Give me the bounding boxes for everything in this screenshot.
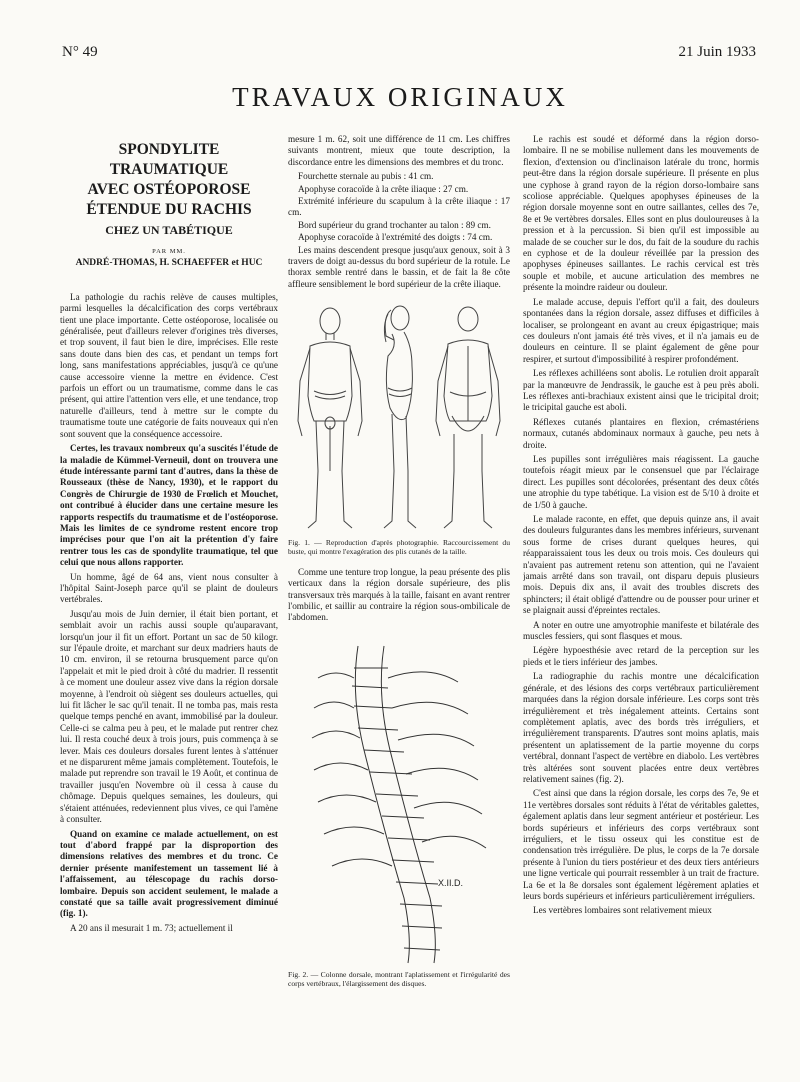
paragraph: Certes, les travaux nombreux qu'a suscités l'étude de la maladie de Kümmel-Verneuil, dont on trouvera une étude intéressante parmi tant d'autres, dans la thèse de Rousseaux (thèse de Nancy, 1930), et le rapport du Congrès de Chirurgie de 1930 de Frœlich et Mouchet, ont contribué à élucider dans une certaine mesure les rapports respectifs du traumatisme et de l'ostéoporose. Mais les limites de ce syndrome restent encore trop imprécises pour que l'on ait la prétention d'y faire rentrer tous les cas de spondylite traumatique, tel que celui que nous allons rapporter. (60, 443, 278, 568)
figure-1-patient-photo (288, 296, 510, 536)
paragraph: Comme une tenture trop longue, la peau présente des plis verticaux dans la région dorsale supérieure, des plis transversaux très marqués à la taille, faisant en avant rentrer l'ombilic, et saillir au contraire la région sous-ombilicale de l'abdomen. (288, 566, 510, 623)
article-authors: ANDRÉ-THOMAS, H. SCHAEFFER et HUC (75, 258, 263, 269)
paragraph: mesure 1 m. 62, soit une différence de 11 cm. Les chiffres suivants montrent, mieux que toute description, la discordance entre les dimensions des membres et du tronc. (288, 134, 510, 167)
paragraph: Jusqu'au mois de Juin dernier, il était bien portant, et semblait avoir un rachis aussi souple qu'auparavant, lorsqu'un jour il fit un effort. Portant un sac de 50 kilogr. sur l'épaule droite, et marchant sur deux madriers hauts de 10 cm. environ, il se retourna brusquement parce qu'on l'appelait et mit le pied droit à côté du madrier. Il ressentit à ce moment une douleur assez vive dans la région dorsale moyenne, à l'endroit où siègent ses douleurs actuelles, qui lui fit lâcher le sac qu'il tenait. Il ne tomba pas, mais resta quelque temps penché en avant, immobilisé par la douleur. Celle-ci se calma peu à peu, et le malade put rentrer chez lui. Il resta couché deux à trois jours, puis commença à se lever. Mais ces douleurs dorsales furent lentes à s'atténuer et ne disparurent même jamais complètement. Toutefois, le malade put reprendre son travail le 19 Août, et continua de travailler jusqu'en Novembre où il cessa à cause du chômage. Depuis quelques semaines, les douleurs, qui s'étaient atténuées, redeviennent plus vives, ce qui l'amène à consulter. (60, 608, 278, 825)
paragraph: Le malade accuse, depuis l'effort qu'il a fait, des douleurs spontanées dans la région dorsale, assez diffuses et difficiles à localiser, se prolongeant en avant au creux épigastrique; mais ces douleurs n'ont jamais été très vives, et il n'a jamais eu de douleurs en ceinture. Il se plaint également de gêne pour respirer, et surtout d'impossibilité à respirer profondément. (523, 296, 759, 364)
measurement-line: Fourchette sternale au pubis : 41 cm. (298, 171, 434, 182)
column-left (60, 134, 278, 1069)
paragraph: La radiographie du rachis montre une décalcification générale, et des lésions des corps vertébraux particulièrement marquées dans la région dorsale inférieure. Les corps sont très irrégulièrement et très inégalement atteints. Certains sont complètement aplatis, avec des bords très irréguliers, et irrégulièrement transparents. D'autres sont moins aplatis, mais présentent un aplatissement de la partie moyenne du corps vertébral, donnant l'aspect de vertèbre en diabolo. Les vertèbres très altérées sont souvent placées entre deux vertèbres relativement saines (fig. 2). (523, 671, 759, 784)
paragraph: Réflexes cutanés plantaires en flexion, crémastériens normaux, cutanés abdominaux normaux à gauche, peu nets à droite. (523, 416, 759, 450)
paragraph: Le rachis est soudé et déformé dans la région dorso-lombaire. Il ne se mobilise nullement dans les mouvements de flexion, d'extension ou d'inclinaison latérale du tronc, hormis peut-être dans la région dorsale supérieure. Il présente en plus une cyphose à grand rayon de la région dorso-lombaire sans scoliose appréciable. Quelques apophyses épineuses de la région dorsale moyenne sont en outre saillantes, celles des 7e, 8e et 9e vertèbres dorsales. Elles sont en plus douloureuses à la pression et à la percussion. Si bien qu'il est impossible au malade de se coucher sur le dos, du fait de la soudure du rachis en cyphose et de la douleur réveillée par la pression des apophyses épineuses saillantes. Le rachis cervical est très souple et mobile, et aucune articulation des membres ne présente la moindre raideur ou douleur. (523, 134, 759, 293)
title-line: AVEC OSTÉOPOROSE (87, 181, 251, 198)
paragraph: Quand on examine ce malade actuellement, on est tout d'abord frappé par la disproportion des dimensions relatives des membres et du tronc. Ce dernier présente manifestement un tassement lié à l'affaissement, au télescopage du rachis dorso-lombaire. Depuis son accident seulement, le malade a constaté que sa taille avait progressivement diminué (fig. 1). (60, 828, 278, 919)
issue-date: 21 Juin 1933 (678, 44, 756, 60)
article-title (60, 140, 278, 240)
measurement-line: Apophyse coracoïde à l'extrémité des doigts : 74 cm. (298, 232, 493, 243)
spine-radiograph-drawing (288, 638, 510, 968)
title-line: ÉTENDUE DU RACHIS (86, 201, 252, 218)
par-mm: PAR MM. (152, 248, 186, 255)
measurement-line: Apophyse coracoïde à la crête iliaque : 27 cm. (298, 183, 469, 194)
patient-figures-illustration (288, 296, 510, 536)
measurement-line: Extrémité inférieure du scapulum à la crête iliaque : 17 cm. (288, 196, 510, 218)
figure-1-caption: Fig. 1. — Reproduction d'après photographie. Raccourcissement du buste, qui montre l'exagération des plis cutanés de la taille. (288, 538, 510, 557)
paragraph: Les réflexes achilléens sont abolis. Le rotulien droit apparaît par la manœuvre de Jendrassik, le gauche est à peu près aboli. Les réflexes anti-brachiaux existent ainsi que le tricipital droit; le tricipital gauche est aboli. (523, 368, 759, 413)
paragraph: Le malade raconte, en effet, que depuis quinze ans, il avait des douleurs fulgurantes dans les membres inférieurs, survenant sous forme de crises durant quelques heures, qui réapparaissaient tous les deux ou trois mois. Ces douleurs qui n'avaient pas autrement retenu son attention, qui ne l'avaient jamais arrêté dans son travail, ont disparu depuis plusieurs mois. Depuis dix ans, il avait des troubles discrets des sphincters; il était obligé d'attendre ou de pousser pour uriner et se plaignait aussi d'épreintes rectales. (523, 514, 759, 616)
title-line: CHEZ UN TABÉTIQUE (105, 223, 233, 237)
figure-2-caption: Fig. 2. — Colonne dorsale, montrant l'aplatissement et l'irrégularité des corps vertébraux, l'élargissement des disques. (288, 969, 510, 988)
column-middle (288, 134, 510, 1069)
section-rubric: TRAVAUX ORIGINAUX (232, 82, 568, 112)
issue-number: N° 49 (62, 44, 98, 60)
paragraph: A 20 ans il mesurait 1 m. 73; actuellement il (70, 922, 233, 933)
title-line: SPONDYLITE TRAUMATIQUE (109, 141, 229, 178)
figure-2-spine-xray (288, 638, 510, 968)
vertebra-label: X.II.D. (438, 877, 464, 888)
paragraph: Un homme, âgé de 64 ans, vient nous consulter à l'hôpital Saint-Joseph parce qu'il se plaint de douleurs vertébrales. (60, 571, 278, 605)
paragraph: Les pupilles sont irrégulières mais réagissent. La gauche toutefois réagit mieux par le consensuel que par l'éclairage direct. Les pupilles sont décolorées, présentant des deux côtés une atrophie du type tabétique. La vision est de 5/10 à droite et de 1/50 à gauche. (523, 453, 759, 510)
paragraph: C'est ainsi que dans la région dorsale, les corps des 7e, 9e et 11e vertèbres dorsales sont réduits à l'état de véritables galettes, également aplatis dans leur segment antérieur et postérieur. Les bords supérieurs et inférieurs des corps vertébraux sont irréguliers, et le tissu osseux qui les constitue est de condensation très irrégulière. De plus, le corps de la 7e dorsale présente à l'union du tiers postérieur et des deux tiers antérieurs une ligne verticale qui pourrait ressembler à un trait de fracture. La 6e et la 8e dorsales sont également légèrement aplaties et leurs bords supérieurs et inférieurs particulièrement irréguliers. (523, 788, 759, 901)
paragraph: Légère hypoesthésie avec retard de la perception sur les pieds et le tiers inférieur des jambes. (523, 645, 759, 667)
paragraph: A noter en outre une amyotrophie manifeste et bilatérale des muscles fessiers, qui sont flasques et mous. (523, 619, 759, 642)
paragraph: La pathologie du rachis relève de causes multiples, parmi lesquelles la décalcification des corps vertébraux tient une place importante. Cette ostéoporose, localisée ou généralisée, peut d'ailleurs relever d'origines très diverses, et trop souvent, il faut bien le dire, imprécises. Elle reste sans doute dans bien des cas, et pendant un temps fort long, sans manifestations appréciables, jusqu'à ce qu'une cause accessoire vienne la mettre en évidence. C'est parfois un effort ou un traumatisme, comme dans le cas présent, qui attire l'attention vers elle, et une tendance, trop naturelle d'ailleurs, tend à mettre sur le compte du traumatisme toute une catégorie de faits nouveaux qui n'en sont souvent que la conséquence accessoire. (60, 291, 278, 439)
measurement-line: Bord supérieur du grand trochanter au talon : 89 cm. (298, 219, 491, 230)
column-right (523, 134, 759, 1069)
paragraph: Les vertèbres lombaires sont relativement mieux (533, 905, 712, 916)
paragraph: Les mains descendent presque jusqu'aux genoux, soit à 3 travers de doigt au-dessus du bord supérieur de la rotule. Le thorax semble rentré dans le bassin, et de fait la 8e côte affleure sensiblement le bord supérieur de la crête iliaque. (288, 244, 510, 289)
